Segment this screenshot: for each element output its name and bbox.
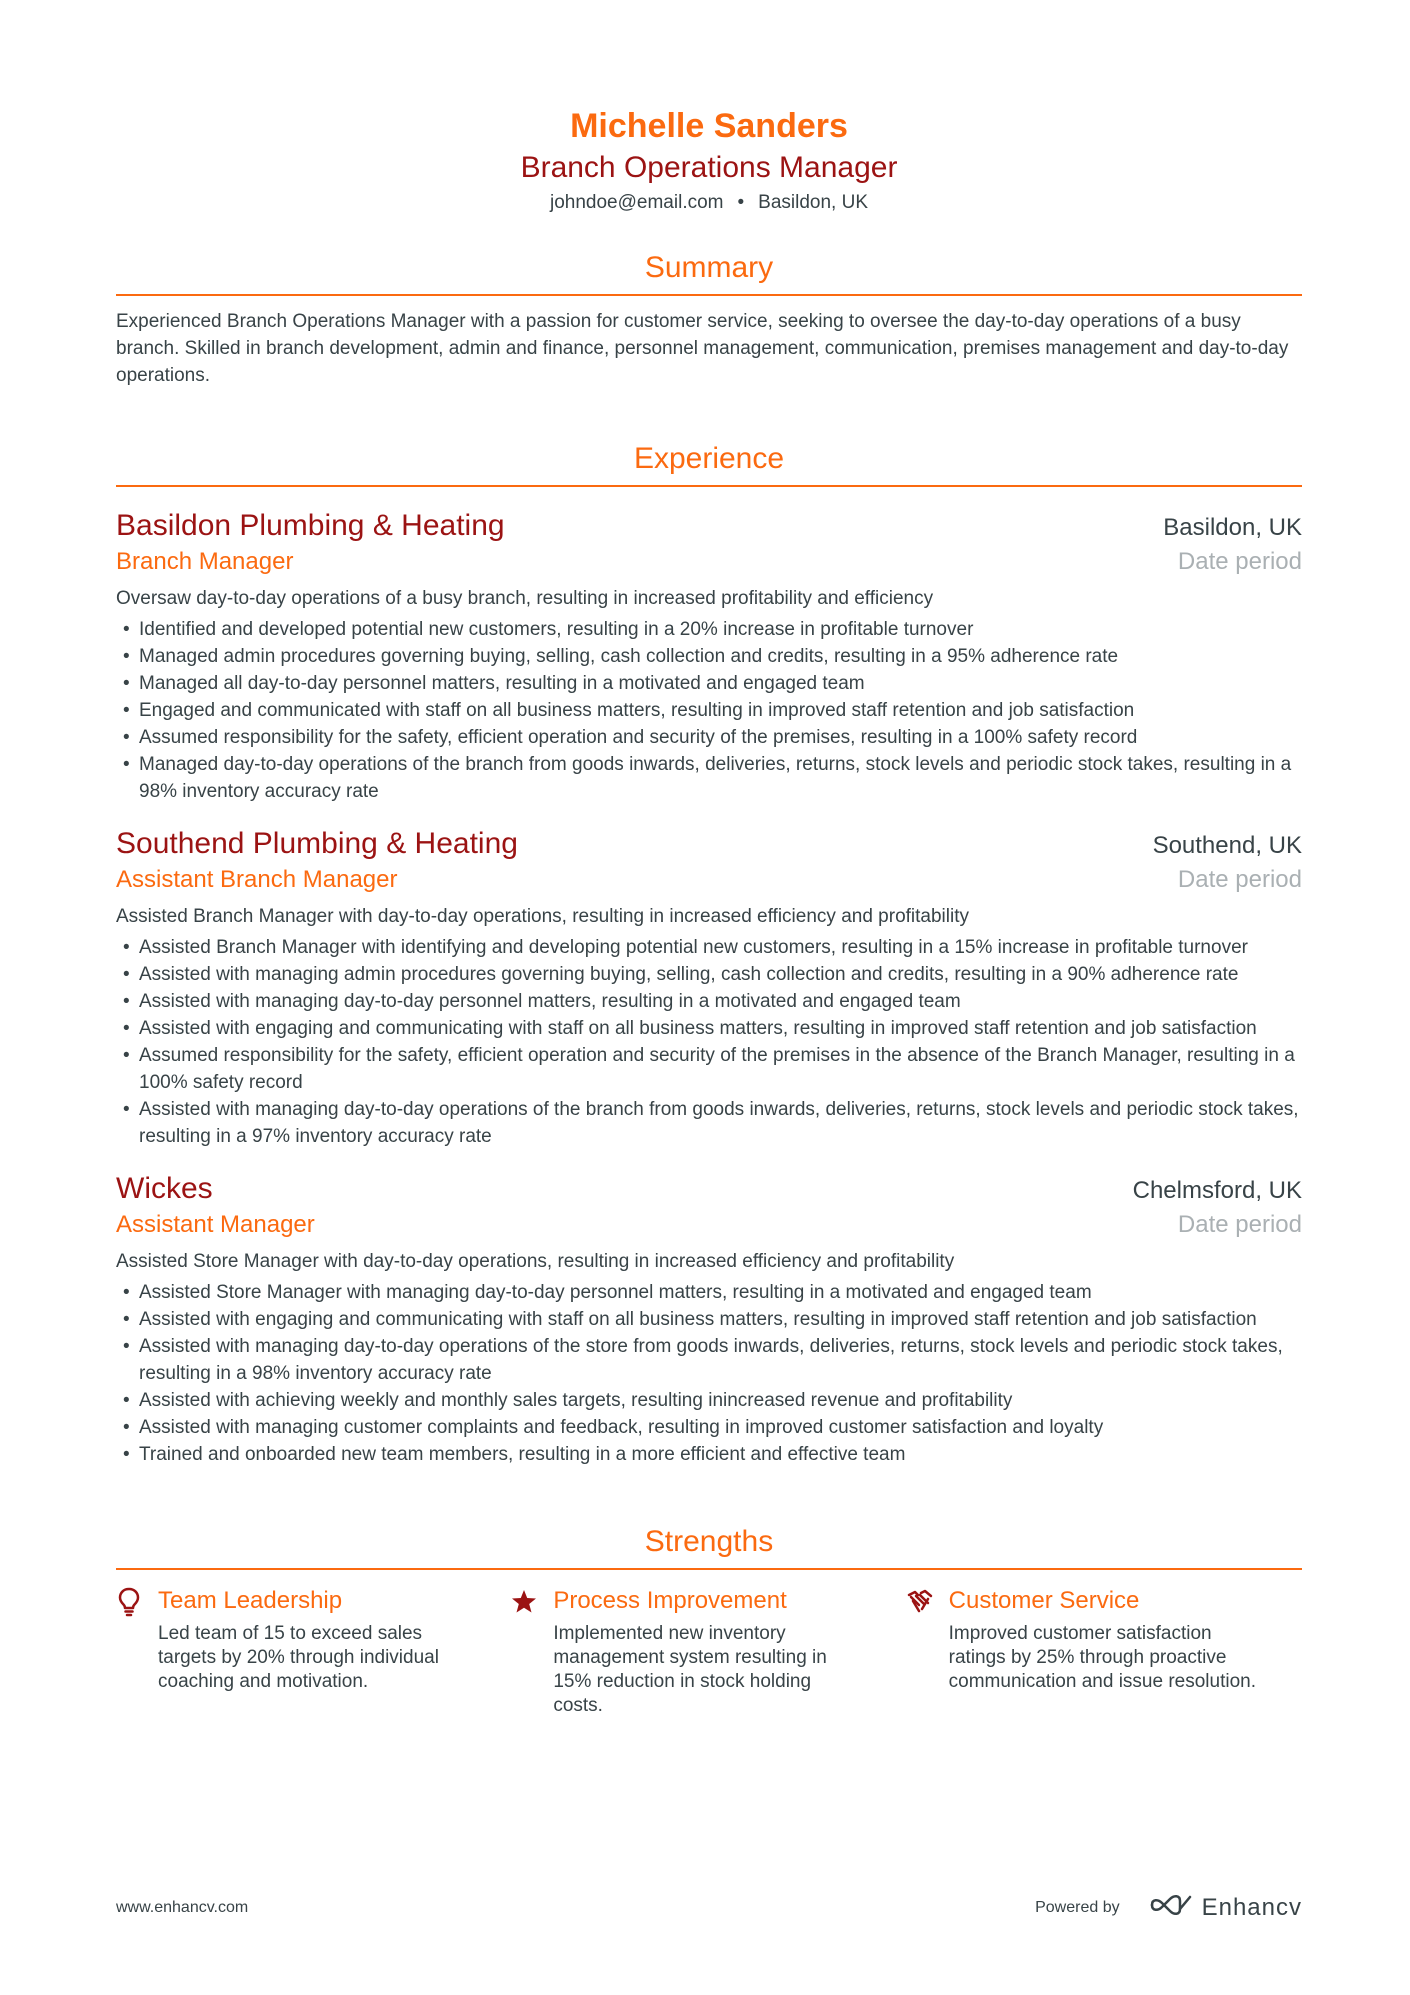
job-bullet: • Engaged and communicated with staff on all business matters, resulting in improved staff retention and job satisfaction — [116, 697, 1302, 724]
strengths-list — [116, 1584, 1302, 1718]
job-description: Oversaw day-to-day operations of a busy branch, resulting in increased profitability and efficiency — [116, 588, 934, 609]
brand-name: Enhancv — [1201, 1893, 1302, 1921]
job-description: Assisted Branch Manager with day-to-day operations, resulting in increased efficiency and profitability — [116, 906, 969, 927]
job-entry — [116, 825, 1302, 1150]
page-footer — [116, 1893, 1302, 1922]
job-entry — [116, 507, 1302, 805]
job-bullets — [116, 1279, 1302, 1468]
star-icon — [511, 1587, 537, 1617]
brand-logo[interactable] — [1148, 1893, 1302, 1922]
contact-separator: • — [737, 192, 745, 213]
job-bullet: • Assumed responsibility for the safety, efficient operation and security of the premises in the absence of the Branch Manager, resulting in a 100% safety record — [116, 1042, 1302, 1096]
job-date: Date period — [1177, 1211, 1302, 1238]
footer-url[interactable]: www.enhancv.com — [116, 1898, 249, 1916]
strength-title: Team Leadership — [158, 1587, 343, 1614]
job-location: Chelmsford, UK — [1132, 1177, 1302, 1204]
job-bullet: • Assisted Branch Manager with identifying and developing potential new customers, resulting in a 15% increase in profitable turnover — [116, 934, 1302, 961]
job-bullet: • Assisted with managing day-to-day operations of the branch from goods inwards, deliveries, returns, stock levels and periodic stock takes, resulting in a 97% inventory accuracy rate — [116, 1096, 1302, 1150]
job-bullet: • Managed day-to-day operations of the branch from goods inwards, deliveries, returns, stock levels and periodic stock takes, resulting in a 98% inventory accuracy rate — [116, 751, 1302, 805]
strengths-section — [116, 1522, 1302, 1718]
job-bullet: • Assisted Store Manager with managing day-to-day personnel matters, resulting in a motivated and engaged team — [116, 1279, 1302, 1306]
strength-title: Process Improvement — [553, 1587, 787, 1614]
summary-section — [116, 248, 1302, 389]
job-company: Basildon Plumbing & Heating — [116, 509, 505, 542]
job-location: Southend, UK — [1152, 832, 1302, 859]
contact-location: Basildon, UK — [758, 192, 868, 213]
candidate-name: Michelle Sanders — [570, 107, 848, 145]
job-role: Assistant Branch Manager — [116, 866, 398, 893]
job-company: Southend Plumbing & Heating — [116, 827, 518, 860]
handshake-icon — [907, 1587, 933, 1617]
job-bullet: • Managed admin procedures governing buying, selling, cash collection and credits, resulting in a 95% adherence rate — [116, 643, 1302, 670]
contact-email[interactable]: johndoe@email.com — [550, 192, 724, 213]
strength-item — [511, 1584, 906, 1718]
experience-section — [116, 439, 1302, 1468]
candidate-title: Branch Operations Manager — [520, 151, 898, 184]
summary-heading: Summary — [116, 248, 1302, 296]
job-bullet: • Assisted with managing day-to-day personnel matters, resulting in a motivated and engaged team — [116, 988, 1302, 1015]
job-bullets — [116, 616, 1302, 805]
job-bullet: • Identified and developed potential new customers, resulting in a 20% increase in profitable turnover — [116, 616, 1302, 643]
job-role: Assistant Manager — [116, 1211, 315, 1238]
strength-item — [907, 1584, 1302, 1718]
powered-by-label: Powered by — [1035, 1898, 1120, 1916]
strength-description: Improved customer satisfaction ratings by 25% through proactive communication and issue resolution. — [948, 1623, 1256, 1692]
job-description: Assisted Store Manager with day-to-day operations, resulting in increased efficiency and profitability — [116, 1251, 955, 1272]
job-bullet: • Assisted with managing admin procedures governing buying, selling, cash collection and credits, resulting in a 90% adherence rate — [116, 961, 1302, 988]
job-location: Basildon, UK — [1163, 514, 1302, 541]
resume-content — [116, 0, 1302, 1718]
job-bullet: • Assumed responsibility for the safety, efficient operation and security of the premises, resulting in a 100% safety record — [116, 724, 1302, 751]
job-bullet: • Assisted with managing day-to-day operations of the store from goods inwards, deliveries, returns, stock levels and periodic stock takes, resulting in a 98% inventory accuracy rate — [116, 1333, 1302, 1387]
job-bullets — [116, 934, 1302, 1150]
strength-description: Implemented new inventory management system resulting in 15% reduction in stock holding costs. — [553, 1623, 827, 1716]
enhancv-logo-icon — [1148, 1893, 1194, 1922]
strength-item — [116, 1584, 511, 1718]
job-company: Wickes — [116, 1172, 213, 1205]
job-role: Branch Manager — [116, 548, 294, 575]
job-bullet: • Assisted with achieving weekly and monthly sales targets, resulting inincreased revenue and profitability — [116, 1387, 1302, 1414]
summary-text: Experienced Branch Operations Manager with a passion for customer service, seeking to oversee the day-to-day operations of a busy branch. Skilled in branch development, admin and finance, personnel management, communication, premises management and day-to-day operations. — [116, 311, 1289, 386]
strength-description: Led team of 15 to exceed sales targets by 20% through individual coaching and motivation. — [158, 1623, 439, 1692]
job-date: Date period — [1177, 866, 1302, 893]
resume-header — [116, 0, 1302, 216]
lightbulb-icon — [116, 1587, 142, 1617]
contact-line — [116, 190, 1302, 216]
job-entry — [116, 1170, 1302, 1468]
job-bullet: • Assisted with engaging and communicating with staff on all business matters, resulting in improved staff retention and job satisfaction — [116, 1306, 1302, 1333]
powered-by — [1035, 1893, 1302, 1922]
job-bullet: • Assisted with engaging and communicating with staff on all business matters, resulting in improved staff retention and job satisfaction — [116, 1015, 1302, 1042]
experience-heading: Experience — [116, 439, 1302, 487]
job-bullet: • Managed all day-to-day personnel matters, resulting in a motivated and engaged team — [116, 670, 1302, 697]
strength-title: Customer Service — [948, 1587, 1140, 1614]
job-bullet: • Trained and onboarded new team members, resulting in a more efficient and effective team — [116, 1441, 1302, 1468]
job-bullet: • Assisted with managing customer complaints and feedback, resulting in improved customer satisfaction and loyalty — [116, 1414, 1302, 1441]
strengths-heading: Strengths — [116, 1522, 1302, 1570]
job-date: Date period — [1177, 548, 1302, 575]
